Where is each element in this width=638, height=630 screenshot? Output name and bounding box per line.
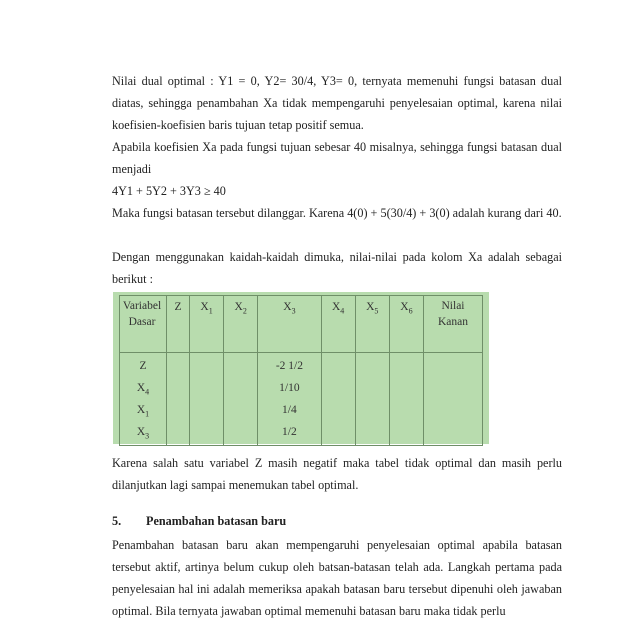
dual-constraint-formula: 4Y1 + 5Y2 + 3Y3 ≥ 40 bbox=[112, 184, 226, 198]
header-x1: $X_1$ bbox=[190, 296, 224, 353]
x6-column bbox=[389, 353, 423, 446]
x4-column bbox=[321, 353, 355, 446]
paragraph-dilanggar: Maka fungsi batasan tersebut dilanggar. Karena 4(0) + 5(30/4) + 3(0) adalah kurang dari 40. bbox=[112, 206, 562, 220]
x3-cell: 1/4 bbox=[282, 404, 297, 416]
header-z: Z bbox=[167, 296, 190, 353]
section-title: Penambahan batasan baru bbox=[146, 514, 287, 528]
header-nilai-kanan: Nilai Kanan bbox=[424, 296, 483, 353]
nilai-kanan-column bbox=[424, 353, 483, 446]
paragraph-batasan-baru: Penambahan batasan baru akan mempengaruhi penyelesaian optimal apabila batasan tersebut aktif, artinya belum cukup oleh batsan-batasan telah ada. Langkah pertama pada penyelesaian hal ini adalah memeriksa apakah batasan baru tersebut dipenuhi oleh jawaban optimal. Bila ternyata jawaban optimal memenuhi batasan baru maka tidak perlu bbox=[112, 538, 562, 618]
basis-cell: $X_3$ bbox=[136, 426, 150, 441]
x5-column bbox=[355, 353, 389, 446]
section-number: 5. bbox=[112, 514, 122, 528]
basis-cell: Z bbox=[139, 360, 147, 372]
header-x4: $X_4$ bbox=[321, 296, 355, 353]
basis-cell: $X_1$ bbox=[136, 404, 150, 419]
x3-column bbox=[258, 353, 321, 446]
x3-cell: -2 1/2 bbox=[275, 360, 303, 372]
x1-column bbox=[190, 353, 224, 446]
paragraph-dual-optimal: Nilai dual optimal : Y1 = 0, Y2= 30/4, Y3= 0, ternyata memenuhi fungsi batasan dual diatas, sehingga penambahan Xa tidak mempengaruhi penyelesaian optimal, karena nilai koefisien-koefisien baris tujuan tetap positif semua. bbox=[112, 74, 562, 132]
paragraph-tidak-optimal: Karena salah satu variabel Z masih negatif maka tabel tidak optimal dan masih perlu dilanjutkan lagi sampai menemukan tabel optimal. bbox=[112, 456, 562, 492]
simplex-table bbox=[119, 295, 483, 446]
paragraph-kaidah: Dengan menggunakan kaidah-kaidah dimuka, nilai-nilai pada kolom Xa adalah sebagai berikut : bbox=[112, 250, 562, 286]
x3-cell: 1/10 bbox=[279, 382, 300, 394]
simplex-table-image bbox=[113, 292, 489, 444]
header-x6: $X_6$ bbox=[389, 296, 423, 353]
x2-column bbox=[224, 353, 258, 446]
basis-column bbox=[120, 353, 167, 446]
z-column bbox=[167, 353, 190, 446]
x3-cell: 1/2 bbox=[282, 426, 297, 438]
basis-cell: $X_4$ bbox=[136, 382, 150, 397]
header-x2: $X_2$ bbox=[224, 296, 258, 353]
header-variabel-dasar: Variabel Dasar bbox=[120, 296, 167, 353]
header-x3: $X_3$ bbox=[258, 296, 321, 353]
section-heading bbox=[112, 510, 286, 532]
paragraph-koefisien: Apabila koefisien Xa pada fungsi tujuan sebesar 40 misalnya, sehingga fungsi batasan dual menjadi bbox=[112, 140, 562, 176]
header-x5: $X_5$ bbox=[355, 296, 389, 353]
